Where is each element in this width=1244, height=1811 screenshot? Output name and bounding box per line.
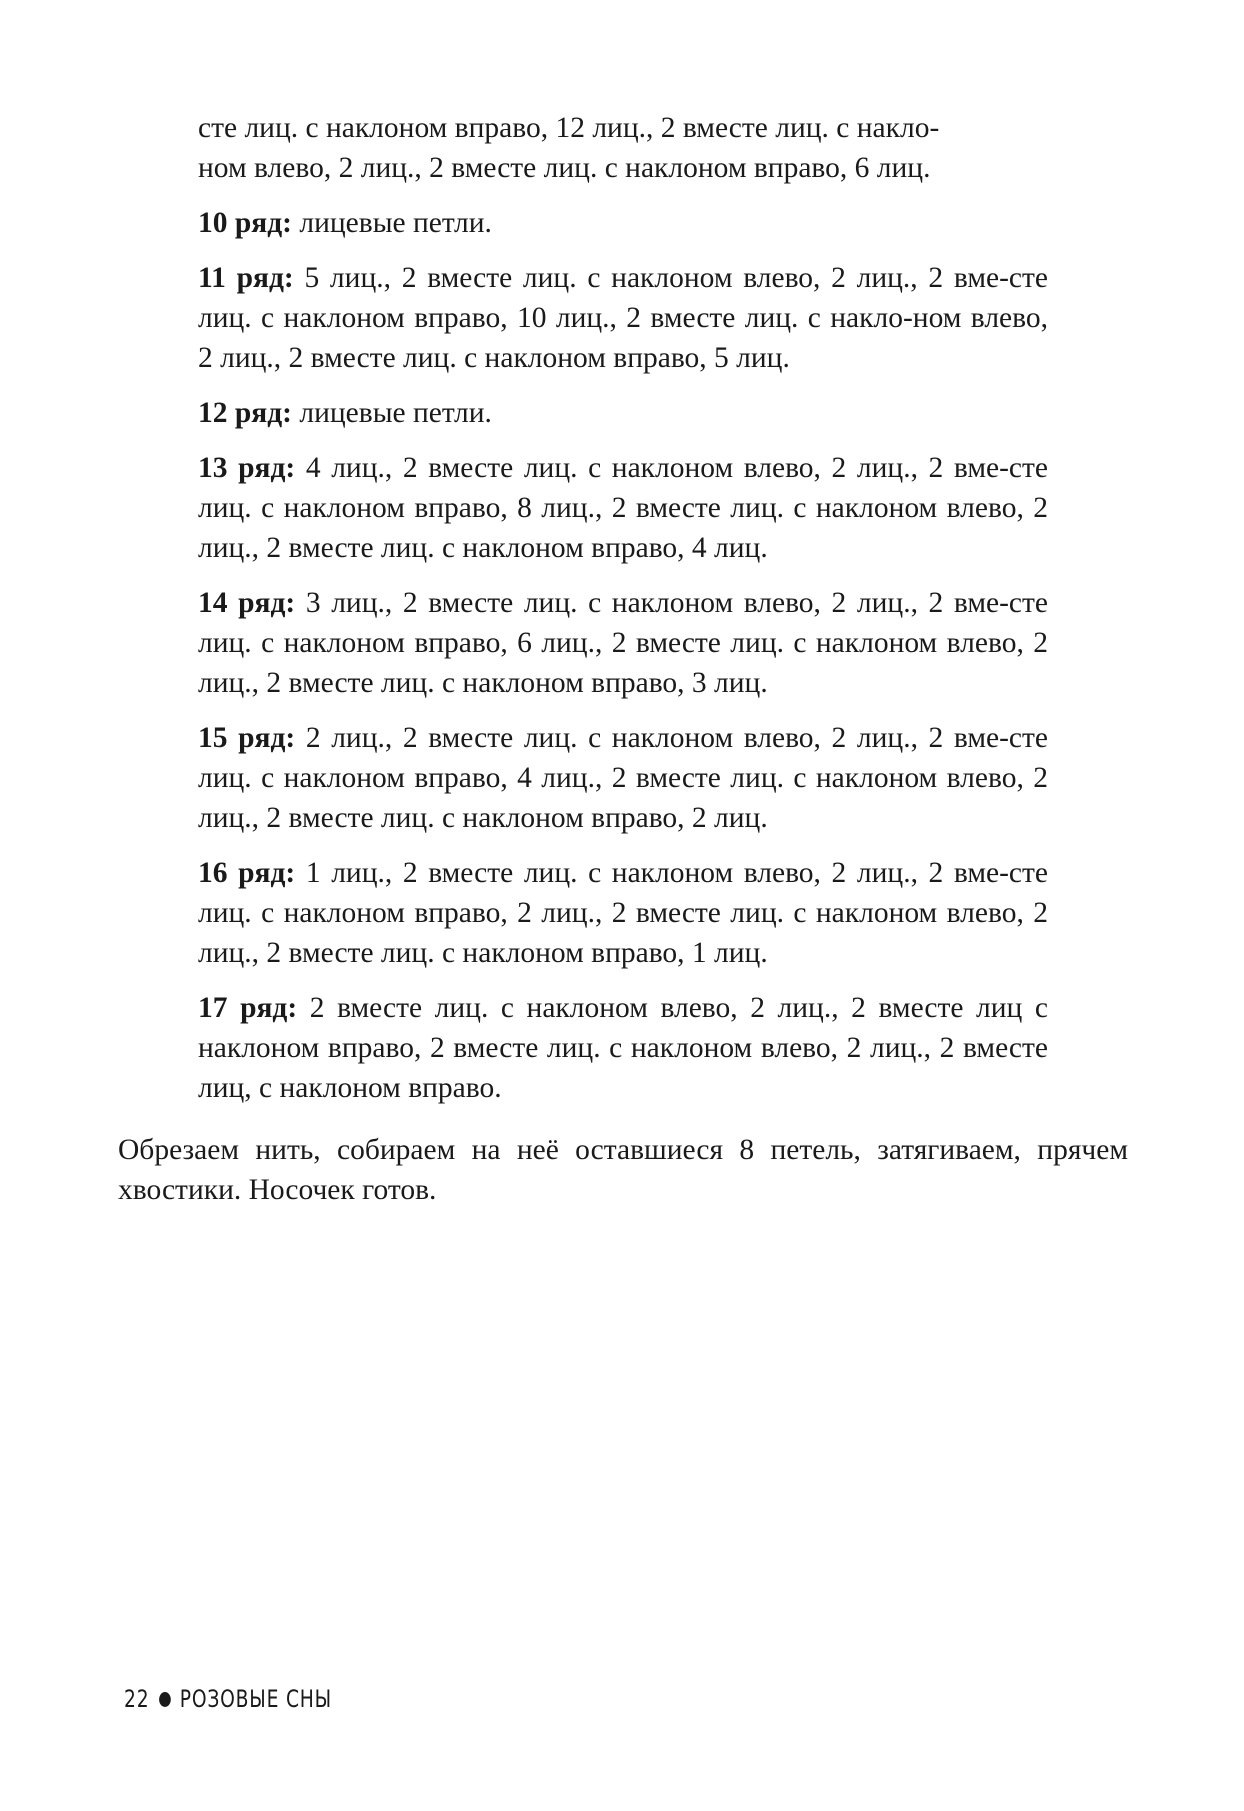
row-label: 14 ряд: [198,587,296,619]
row-text: 5 лиц., 2 вместе лиц. с наклоном влево, 2 лиц., 2 вме-сте лиц. с наклоном вправо, 10 лиц., 2 вместе лиц. с накло-ном влево, 2 лиц., 2 вместе лиц. с наклоном вправо, 5 лиц. [198,262,1048,374]
row-label: 13 ряд: [198,452,296,484]
row-16-paragraph [198,853,1048,973]
continuation-paragraph [198,108,1048,188]
row-text: 4 лиц., 2 вместе лиц. с наклоном влево, 2 лиц., 2 вме-сте лиц. с наклоном вправо, 8 лиц., 2 вместе лиц. с наклоном влево, 2 лиц., 2 вместе лиц. с наклоном вправо, 4 лиц. [198,452,1048,564]
row-10-paragraph [198,203,1048,243]
row-text: лицевые петли. [299,397,492,429]
row-label: 15 ряд: [198,722,296,754]
row-17-paragraph [198,988,1048,1108]
row-label: 17 ряд: [198,992,298,1024]
row-text: лицевые петли. [299,207,492,239]
row-label: 10 ряд: [198,207,292,239]
row-text: 3 лиц., 2 вместе лиц. с наклоном влево, 2 лиц., 2 вме-сте лиц. с наклоном вправо, 6 лиц., 2 вместе лиц. с наклоном влево, 2 лиц., 2 вместе лиц. с наклоном вправо, 3 лиц. [198,587,1048,699]
row-label: 11 ряд: [198,262,294,294]
row-text: 2 вместе лиц. с наклоном влево, 2 лиц., 2 вместе лиц с наклоном вправо, 2 вместе лиц. с наклоном влево, 2 лиц., 2 вместе лиц, с наклоном вправо. [198,992,1049,1104]
continuation-line-1: сте лиц. с наклоном вправо, 12 лиц., 2 вместе лиц. с накло- [198,112,940,144]
knitting-instructions [198,108,1048,1123]
page-footer [124,1685,332,1713]
bullet-icon [159,1692,171,1707]
page-number: 22 [124,1685,150,1713]
section-title: РОЗОВЫЕ СНЫ [179,1685,332,1713]
row-13-paragraph [198,448,1048,568]
row-text: 2 лиц., 2 вместе лиц. с наклоном влево, 2 лиц., 2 вме-сте лиц. с наклоном вправо, 4 лиц., 2 вместе лиц. с наклоном влево, 2 лиц., 2 вместе лиц. с наклоном вправо, 2 лиц. [198,722,1048,834]
row-14-paragraph [198,583,1048,703]
continuation-line-2: ном влево, 2 лиц., 2 вместе лиц. с наклоном вправо, 6 лиц. [198,152,931,184]
row-15-paragraph [198,718,1048,838]
row-11-paragraph [198,258,1048,378]
row-12-paragraph [198,393,1048,433]
closing-paragraph: Обрезаем нить, собираем на неё оставшиеся 8 петель, затягиваем, прячем хвостики. Носочек готов. [118,1134,1128,1206]
row-text: 1 лиц., 2 вместе лиц. с наклоном влево, 2 лиц., 2 вме-сте лиц. с наклоном вправо, 2 лиц., 2 вместе лиц. с наклоном влево, 2 лиц., 2 вместе лиц. с наклоном вправо, 1 лиц. [198,857,1048,969]
row-label: 16 ряд: [198,857,296,889]
row-label: 12 ряд: [198,397,292,429]
